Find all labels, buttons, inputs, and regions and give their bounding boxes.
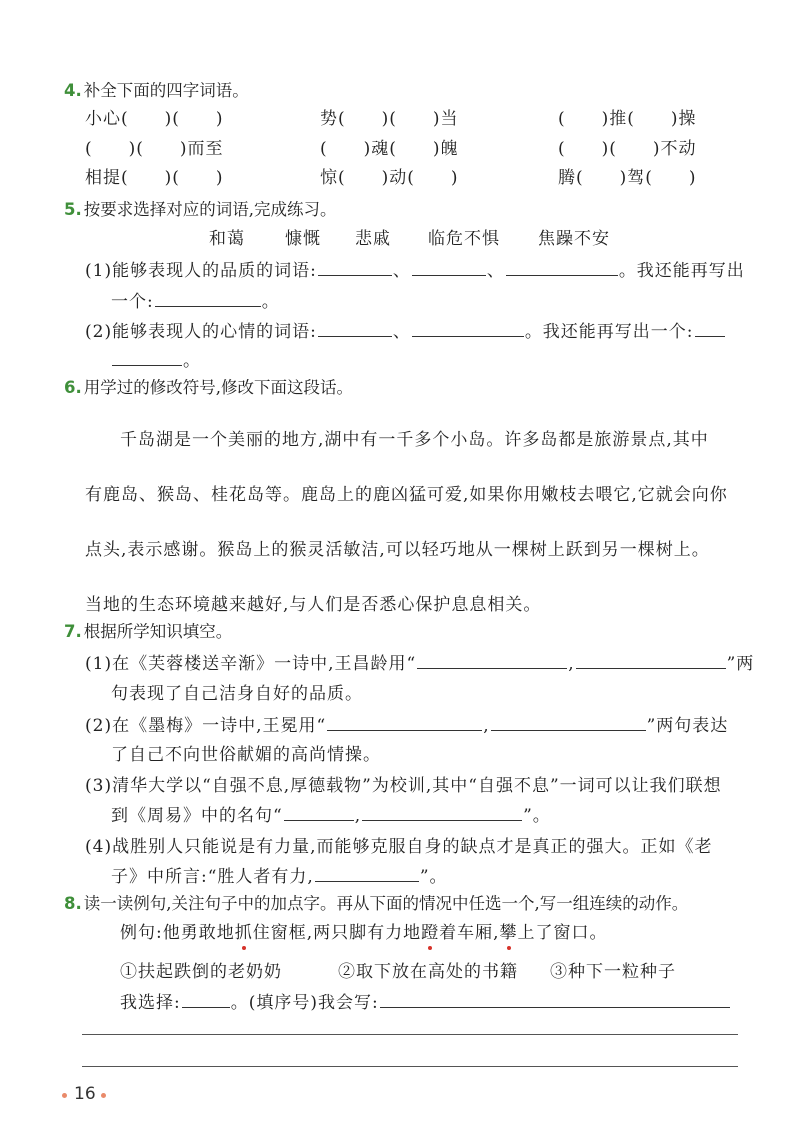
q7-title: 根据所学知识填空。	[83, 622, 233, 641]
q5-p2-blank-2[interactable]	[412, 320, 524, 337]
q5-part1-line2: 一个: 。	[111, 292, 280, 312]
emphasis-dot-3: 攀	[500, 918, 518, 943]
q6-line-4: 当地的生态环境越来越好,与人们是否悉心保护息息相关。	[85, 595, 542, 615]
page-number: 16	[74, 1084, 96, 1104]
q7-item4-line2: 子》中所言:“胜人者有力, ”。	[111, 867, 448, 887]
q7-i1-blank-1[interactable]	[417, 652, 567, 669]
q7-item1-line2: 句表现了自己洁身自好的品质。	[111, 684, 363, 704]
q5-p1-blank-extra[interactable]	[155, 290, 261, 307]
q4-number: 4.	[64, 81, 82, 100]
q7-item3-line1: (3)清华大学以“自强不息,厚德载物”为校训,其中“自强不息”一词可以让我们联想	[85, 776, 722, 796]
q4-item-1-1[interactable]: 小心( )( )	[85, 109, 224, 129]
q7-item2-line1: (2)在《墨梅》一诗中,王冕用“ , ”两句表达	[85, 716, 729, 736]
q8-option-2[interactable]: ②取下放在高处的书籍	[338, 962, 518, 982]
q6-heading	[64, 374, 353, 398]
q8-option-3[interactable]: ③种下一粒种子	[550, 962, 676, 982]
q7-item2-line2: 了自己不向世俗献媚的高尚情操。	[111, 745, 381, 765]
q5-word-2: 慷慨	[285, 229, 321, 249]
q5-p1-blank-3[interactable]	[506, 259, 618, 276]
q6-line-3: 点头,表示感谢。猴岛上的猴灵活敏洁,可以轻巧地从一棵树上跃到另一棵树上。	[85, 540, 710, 560]
q8-heading	[64, 890, 688, 914]
q5-part2-line1: (2)能够表现人的心情的词语: 、 。我还能再写出一个:	[85, 317, 726, 342]
q8-choice-blank[interactable]	[182, 991, 230, 1008]
q5-word-1: 和蔼	[209, 229, 245, 249]
q5-p1-blank-1[interactable]	[318, 259, 392, 276]
q6-line-2: 有鹿岛、猴岛、桂花岛等。鹿岛上的鹿凶猛可爱,如果你用嫩枝去喂它,它就会向你	[85, 485, 728, 505]
q6-title: 用学过的修改符号,修改下面这段话。	[83, 378, 353, 397]
q7-item1-line1: (1)在《芙蓉楼送辛渐》一诗中,王昌龄用“ , ”两	[85, 654, 755, 674]
q5-p2-blank-extra-end[interactable]	[112, 349, 182, 366]
q7-item4-line1: (4)战胜别人只能说是有力量,而能够克服自身的缺点才是真正的强大。正如《老	[85, 837, 713, 857]
q8-example-sentence: 例句:他勇敢地抓住窗框,两只脚有力地蹬着车厢,攀上了窗口。	[120, 918, 608, 943]
q7-item3-line2: 到《周易》中的名句“ , ”。	[111, 806, 551, 826]
q7-i2-blank-1[interactable]	[327, 714, 482, 731]
q5-part2-line2: 。	[111, 346, 201, 371]
q5-part1-line1: (1)能够表现人的品质的词语: 、 、 。我还能再写出	[85, 261, 745, 281]
page-dot-left	[62, 1093, 67, 1098]
emphasis-dot-1: 抓	[235, 918, 253, 943]
q5-word-4: 临危不惧	[428, 229, 500, 249]
q5-p1-blank-2[interactable]	[412, 259, 486, 276]
q4-item-2-2[interactable]: ( )魂( )魄	[320, 139, 459, 159]
q7-number: 7.	[64, 622, 82, 641]
q8-writing-line-3[interactable]	[82, 1066, 738, 1067]
q7-i2-blank-2[interactable]	[491, 714, 646, 731]
q4-item-3-1[interactable]: 相提( )( )	[85, 168, 224, 188]
q6-line-1: 千岛湖是一个美丽的地方,湖中有一千多个小岛。许多岛都是旅游景点,其中	[120, 430, 709, 450]
q4-item-3-2[interactable]: 惊( )动( )	[320, 168, 459, 188]
q8-write-blank-first[interactable]	[380, 991, 730, 1008]
q7-i3-blank-1[interactable]	[284, 804, 354, 821]
q8-title: 读一读例句,关注句子中的加点字。再从下面的情况中任选一个,写一组连续的动作。	[83, 894, 689, 913]
q4-item-2-1[interactable]: ( )( )而至	[85, 139, 224, 159]
q4-item-1-2[interactable]: 势( )( )当	[320, 109, 459, 129]
q4-title: 补全下面的四字词语。	[83, 81, 249, 100]
q4-item-3-3[interactable]: 腾( )驾( )	[558, 168, 697, 188]
page-dot-right	[101, 1093, 106, 1098]
q5-p2-blank-1[interactable]	[318, 320, 392, 337]
q8-number: 8.	[64, 894, 82, 913]
q7-heading	[64, 618, 232, 642]
q8-writing-line-2[interactable]	[82, 1034, 738, 1035]
emphasis-dot-2: 蹬	[421, 918, 439, 943]
q4-heading	[64, 77, 249, 101]
q4-item-2-3[interactable]: ( )( )不动	[558, 139, 697, 159]
q7-i1-blank-2[interactable]	[576, 652, 726, 669]
q5-title: 按要求选择对应的词语,完成练习。	[83, 200, 337, 219]
q8-option-1[interactable]: ①扶起跌倒的老奶奶	[120, 962, 282, 982]
q4-item-1-3[interactable]: ( )推( )操	[558, 109, 697, 129]
q5-word-5: 焦躁不安	[538, 229, 610, 249]
q5-word-3: 悲戚	[355, 229, 391, 249]
q8-choose-line: 我选择: 。(填序号)我会写:	[120, 988, 731, 1013]
q5-number: 5.	[64, 200, 82, 219]
q5-p2-blank-extra-start[interactable]	[695, 320, 725, 337]
q7-i3-blank-2[interactable]	[362, 804, 522, 821]
q7-i4-blank[interactable]	[315, 865, 419, 882]
q6-number: 6.	[64, 378, 82, 397]
q5-heading	[64, 196, 337, 220]
